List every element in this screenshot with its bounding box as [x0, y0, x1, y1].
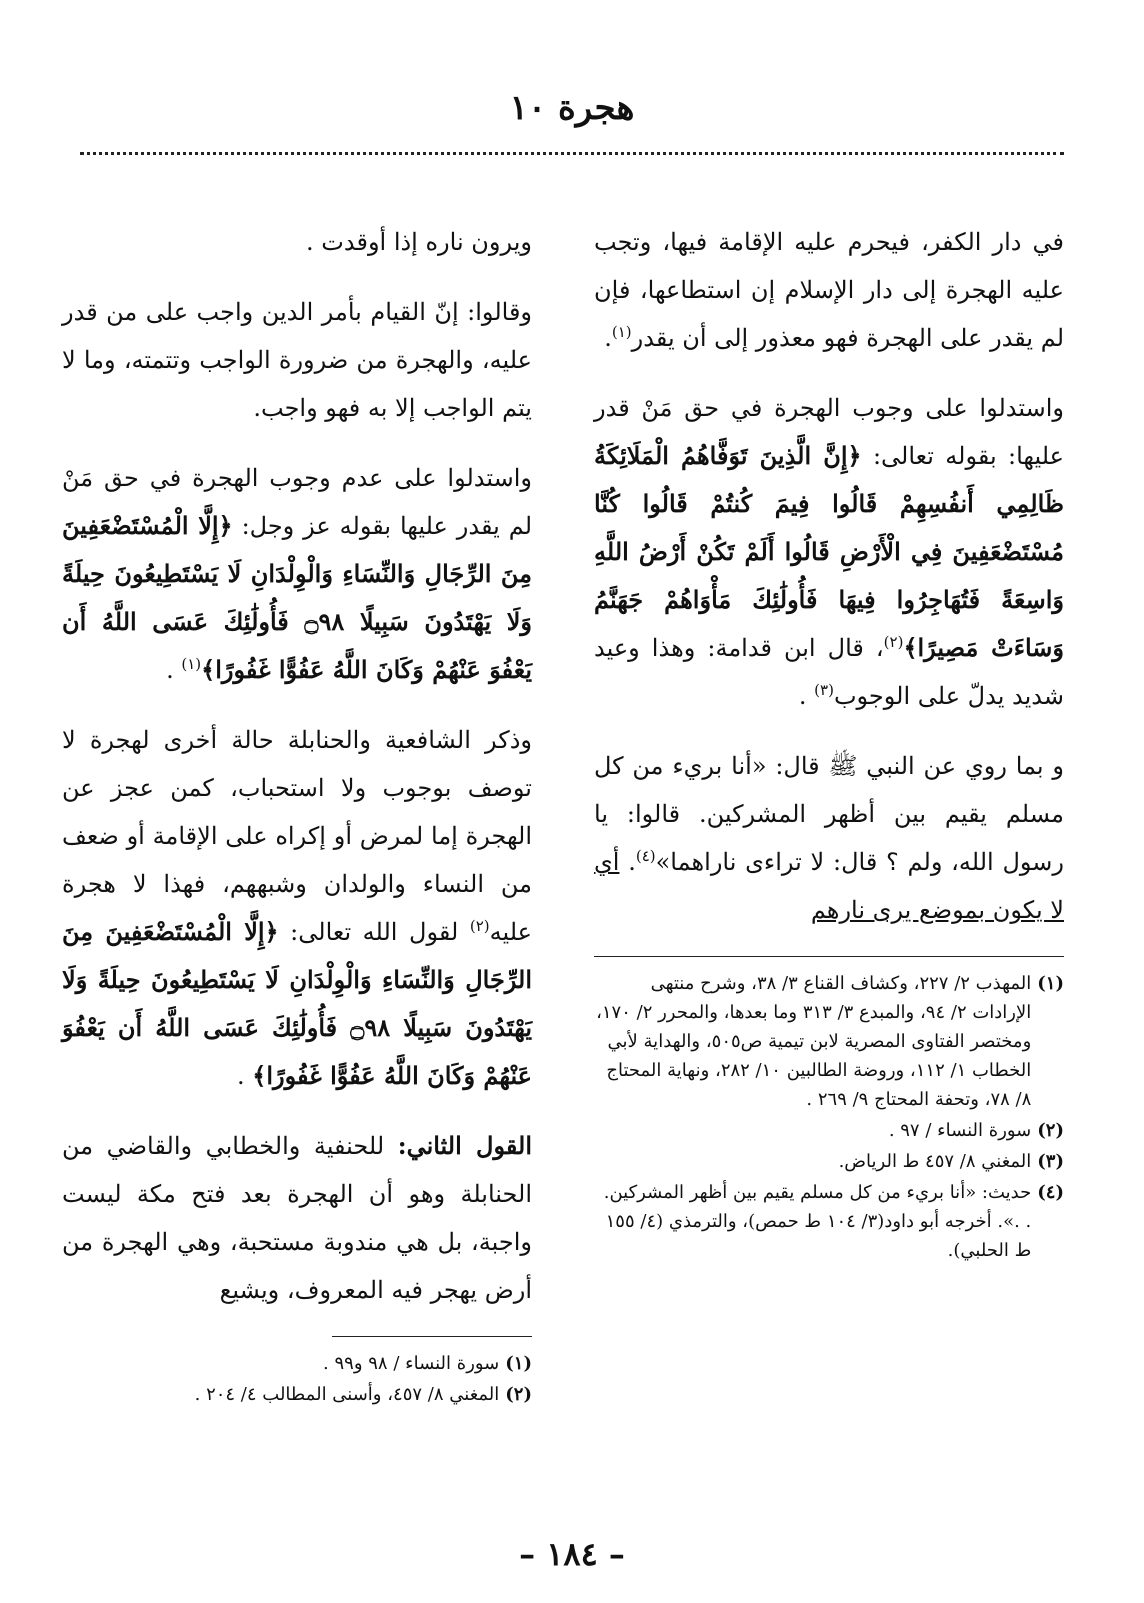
footnote-ref: (١): [611, 323, 632, 341]
footnote-ref: (٣): [814, 681, 834, 699]
paragraph-text: في دار الكفر، فيحرم عليه الإقامة فيها، وتجب عليه الهجرة إلى دار الإسلام إن استطاعها، فإن لم يقدر على الهجرة فهو معذور إلى أن يقدر: [594, 228, 1064, 352]
paragraph: [594, 384, 1064, 720]
footnote-text: المغني ٨/ ٤٥٧ ط الرياض.: [838, 1151, 1032, 1172]
footnote-number: (٢): [1037, 1120, 1064, 1141]
paragraph-text: و بما روي عن النبي ﷺ قال: «أنا بريء من كل مسلم يقيم بين أظهر المشركين. قالوا: يا رسول الله، ولم ؟ قال: لا تراءى ناراهما»: [594, 752, 1064, 876]
paragraph-text: واستدلوا على وجوب الهجرة في حق مَنْ قدر عليها: بقوله تعالى:: [594, 394, 1064, 470]
paragraph: [62, 288, 532, 432]
paragraph: [594, 742, 1064, 934]
footnotes: [594, 969, 1064, 1265]
punctuation: .: [604, 324, 612, 352]
punctuation: .: [628, 848, 636, 876]
footnote: [594, 1178, 1064, 1265]
paragraph-text: أي لا يكون بموضع يرى نارهم: [594, 848, 1064, 924]
quran-verse: ﴿إِلَّا الْمُسْتَضْعَفِينَ مِنَ الرِّجَالِ وَالنِّسَاءِ وَالْوِلْدَانِ لَا يَسْتَطِيعُونَ حِيلَةً وَلَا يَهْتَدُونَ سَبِيلًا ۝٩٨ فَأُولَٰئِكَ عَسَى اللَّهُ أَن يَعْفُوَ عَنْهُمْ وَكَانَ اللَّهُ عَفُوًّا غَفُورًا﴾: [62, 511, 532, 684]
footnote: [594, 1147, 1064, 1176]
section-lead: القول الثاني:: [397, 1131, 533, 1160]
page-title: هجرة ١٠: [509, 88, 635, 128]
quran-verse: ﴿إِلَّا الْمُسْتَضْعَفِينَ مِنَ الرِّجَالِ وَالنِّسَاءِ وَالْوِلْدَانِ لَا يَسْتَطِيعُونَ حِيلَةً وَلَا يَهْتَدُونَ سَبِيلًا ۝٩٨ فَأُولَٰئِكَ عَسَى اللَّهُ أَن يَعْفُوَ عَنْهُمْ وَكَانَ اللَّهُ عَفُوًّا غَفُورًا﴾: [62, 917, 532, 1090]
footnote-ref: (٢): [469, 917, 490, 935]
footnote: [62, 1380, 532, 1409]
footnote-text: المهذب ٢/ ٢٢٧، وكشاف القناع ٣/ ٣٨، وشرح منتهى الإرادات ٢/ ٩٤، والمبدع ٣/ ٣١٣ وما بعدها، والمحرر ٢/ ١٧٠، ومختصر الفتاوى المصرية لابن تيمية ص٥٠٥، والهداية لأبي الخطاب ١/ ١١٢، وروضة الطالبين ١٠/ ٢٨٢، ونهاية المحتاج ٨/ ٧٨، وتحفة المحتاج ٩/ ٢٦٩ .: [596, 973, 1032, 1110]
paragraph-text: للحنفية والخطابي والقاضي من الحنابلة وهو أن الهجرة بعد فتح مكة ليست واجبة، بل هي مندوبة مستحبة، وهي الهجرة من أرض يهجر فيه المعروف، ويشيع: [62, 1132, 533, 1304]
footnote-number: (١): [1037, 973, 1064, 994]
footnote-ref: (٤): [635, 847, 656, 865]
page-number: – ١٨٤ –: [519, 1535, 625, 1573]
footnote: [62, 1349, 532, 1378]
title-divider: [80, 152, 1064, 155]
paragraph: [62, 1122, 532, 1314]
footnote-divider: [594, 956, 1064, 957]
footnote-number: (١): [505, 1353, 532, 1374]
footnote: [594, 969, 1064, 1114]
footnote-text: سورة النساء / ٩٨ و٩٩ .: [323, 1353, 500, 1374]
paragraph: [62, 218, 532, 266]
paragraph-text: وذكر الشافعية والحنابلة حالة أخرى لهجرة لا توصف بوجوب ولا استحباب، كمن عجز عن الهجرة إما لمرض أو إكراه على الإقامة أو ضعف من النساء والولدان وشبههم، فهذا لا هجرة عليه: [62, 726, 532, 946]
footnote-text: سورة النساء / ٩٧ .: [888, 1120, 1032, 1141]
footnote-text: المغني ٨/ ٤٥٧، وأسنى المطالب ٤/ ٢٠٤ .: [194, 1384, 500, 1405]
footnote-divider: [332, 1336, 532, 1337]
quran-verse: ﴿إِنَّ الَّذِينَ تَوَفَّاهُمُ الْمَلَائِكَةُ ظَالِمِي أَنفُسِهِمْ قَالُوا فِيمَ كُنتُمْ قَالُوا كُنَّا مُسْتَضْعَفِينَ فِي الْأَرْضِ قَالُوا أَلَمْ تَكُنْ أَرْضُ اللَّهِ وَاسِعَةً فَتُهَاجِرُوا فِيهَا فَأُولَٰئِكَ مَأْوَاهُمْ جَهَنَّمُ وَسَاءَتْ مَصِيرًا﴾: [594, 441, 1064, 662]
punctuation: .: [798, 682, 807, 710]
punctuation: .: [166, 656, 174, 684]
footnote-number: (٣): [1037, 1151, 1064, 1172]
right-column: [594, 218, 1064, 1267]
footnote-text: حديث: «أنا بريء من كل مسلم يقيم بين أظهر المشركين. . .». أخرجه أبو داود(٣/ ١٠٤ ط حمص)، والترمذي (٤/ ١٥٥ ط الحلبي).: [603, 1182, 1032, 1261]
footnote-number: (٤): [1037, 1182, 1064, 1203]
footnote: [594, 1116, 1064, 1145]
paragraph: [594, 218, 1064, 362]
paragraph: [62, 454, 532, 694]
footnote-ref: (١): [181, 655, 202, 673]
left-column: [62, 218, 532, 1411]
paragraph-text: وقالوا: إنّ القيام بأمر الدين واجب على من قدر عليه، والهجرة من ضرورة الواجب وتتمته، وما لا يتم الواجب إلا به فهو واجب.: [62, 298, 532, 422]
footnote-number: (٢): [505, 1384, 532, 1405]
punctuation: .: [237, 1062, 245, 1090]
paragraph-text: ويرون ناره إذا أوقدت .: [306, 228, 532, 256]
paragraph: [62, 716, 532, 1100]
paragraph-text: لقول الله تعالى:: [290, 918, 470, 946]
paragraph-text: واستدلوا على عدم وجوب الهجرة في حق مَنْ لم يقدر عليها بقوله عز وجل:: [62, 464, 533, 540]
paragraph-text: ، قال ابن قدامة: وهذا وعيد شديد يدلّ على الوجوب: [594, 634, 1064, 710]
footnote-ref: (٢): [883, 633, 904, 651]
footnotes: [62, 1349, 532, 1409]
